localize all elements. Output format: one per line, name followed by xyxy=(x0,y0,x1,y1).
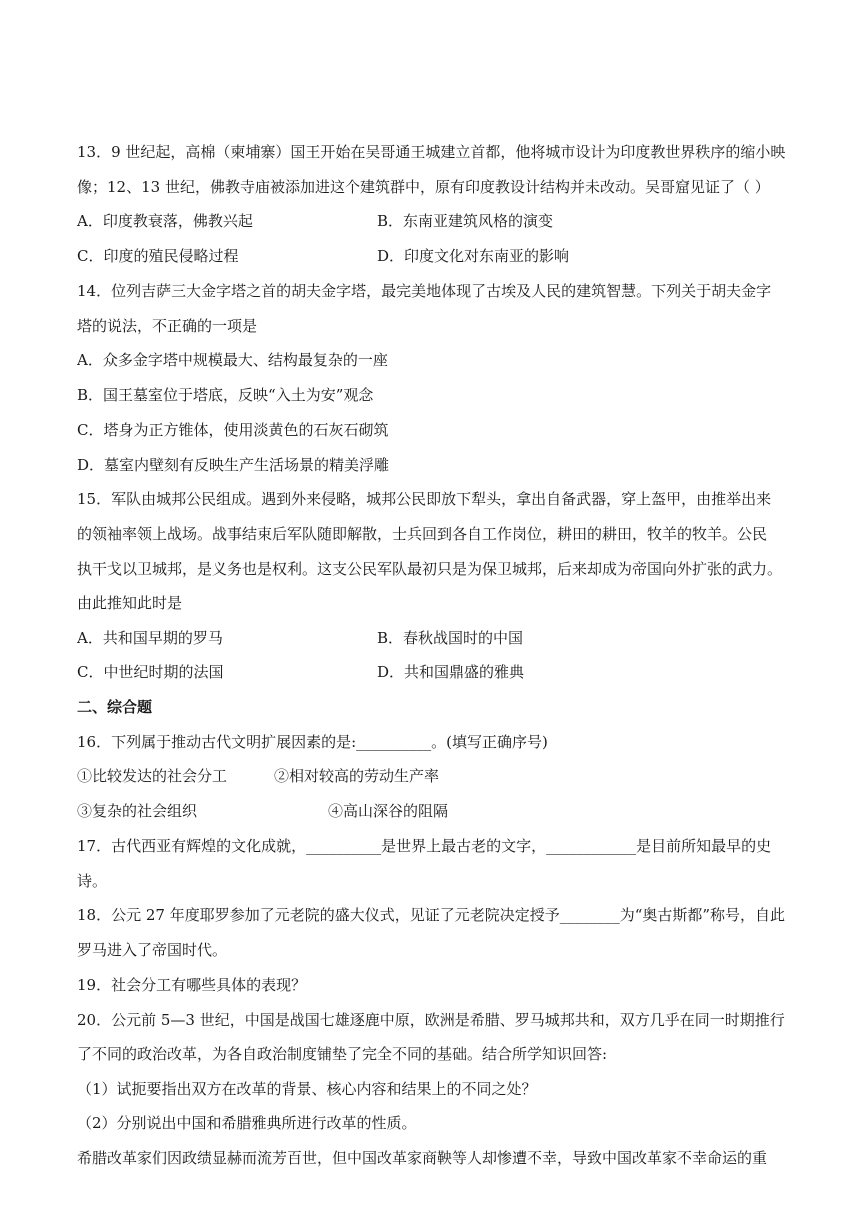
q13-option-a: A．印度教衰落，佛教兴起 xyxy=(77,212,253,230)
q14-option-b: B．国王墓室位于塔底，反映“入土为安”观念 xyxy=(77,386,374,404)
q14-stem-line2: 塔的说法，不正确的一项是 xyxy=(77,317,258,335)
q15-stem-line1: 15．军队由城邦公民组成。遇到外来侵略，城邦公民即放下犁头，拿出自备武器，穿上盔甲，由推举出来 xyxy=(77,490,772,508)
q19-stem: 19．社会分工有哪些具体的表现？ xyxy=(77,976,307,994)
q13-stem-line2: 像；12、13 世纪，佛教寺庙被添加进这个建筑群中，原有印度教设计结构并未改动。吴哥窟见证了（ ） xyxy=(77,178,770,196)
q16-stem: 16．下列属于推动古代文明扩展因素的是:__________。(填写正确序号) xyxy=(77,733,548,751)
q13-stem-line1: 13．9 世纪起，高棉（柬埔寨）国王开始在吴哥通王城建立首都，他将城市设计为印度教世界秩序的缩小映 xyxy=(77,143,786,161)
q16-item-3: ③复杂的社会组织 xyxy=(77,802,198,820)
section-heading: 二、综合题 xyxy=(77,698,153,716)
q14-stem-line1: 14．位列吉萨三大金字塔之首的胡夫金字塔，最完美地体现了古埃及人民的建筑智慧。下列关于胡夫金字 xyxy=(77,282,772,300)
q18-stem-line2: 罗马进入了帝国时代。 xyxy=(77,941,228,959)
q15-stem-line4: 由此推知此时是 xyxy=(77,594,183,612)
q17-stem-line2: 诗。 xyxy=(77,872,108,890)
q13-option-c: C．印度的殖民侵略过程 xyxy=(77,247,239,265)
q16-item-1: ①比较发达的社会分工 xyxy=(77,767,228,785)
q20-stem-line2: 了不同的政治改革，为各自政治制度铺垫了完全不同的基础。结合所学知识回答: xyxy=(77,1045,608,1063)
q14-option-a: A．众多金字塔中规模最大、结构最复杂的一座 xyxy=(77,351,388,369)
q20-subquestion-1: （1）试扼要指出双方在改革的背景、核心内容和结果上的不同之处？ xyxy=(77,1080,537,1098)
q16-item-4: ④高山深谷的阻隔 xyxy=(328,802,449,820)
q16-item-2: ②相对较高的劳动生产率 xyxy=(274,767,440,785)
q15-option-a: A．共和国早期的罗马 xyxy=(77,629,223,647)
q15-option-d: D．共和国鼎盛的雅典 xyxy=(377,663,525,681)
q13-option-d: D．印度文化对东南亚的影响 xyxy=(377,247,570,265)
q18-stem-line1: 18．公元 27 年度耶罗参加了元老院的盛大仪式，见证了元老院决定授予________为“奥古斯都”称号，自此 xyxy=(77,906,786,924)
q15-stem-line3: 执干戈以卫城邦，是义务也是权利。这支公民军队最初只是为保卫城邦，后来却成为帝国向外扩张的武力。 xyxy=(77,560,783,578)
q20-stem-line3: 希腊改革家们因政绩显赫而流芳百世，但中国改革家商鞅等人却惨遭不幸，导致中国改革家不幸命运的重 xyxy=(77,1149,768,1167)
q14-option-c: C．塔身为正方锥体，使用淡黄色的石灰石砌筑 xyxy=(77,421,389,439)
q13-option-b: B．东南亚建筑风格的演变 xyxy=(377,212,554,230)
q15-option-c: C．中世纪时期的法国 xyxy=(77,663,224,681)
q17-stem-line1: 17．古代西亚有辉煌的文化成就，__________是世界上最古老的文字，____________是目前所知最早的史 xyxy=(77,837,772,855)
q20-subquestion-2: （2）分别说出中国和希腊雅典所进行改革的性质。 xyxy=(77,1114,417,1132)
q20-stem-line1: 20．公元前 5—3 世纪，中国是战国七雄逐鹿中原，欧洲是希腊、罗马城邦共和，双方几乎在同一时期推行 xyxy=(77,1011,785,1029)
q15-stem-line2: 的领袖率领上战场。战事结束后军队随即解散，士兵回到各自工作岗位，耕田的耕田，牧羊的牧羊。公民 xyxy=(77,525,768,543)
q15-option-b: B．春秋战国时的中国 xyxy=(377,629,524,647)
q14-option-d: D．墓室内壁刻有反映生产生活场景的精美浮雕 xyxy=(77,456,390,474)
